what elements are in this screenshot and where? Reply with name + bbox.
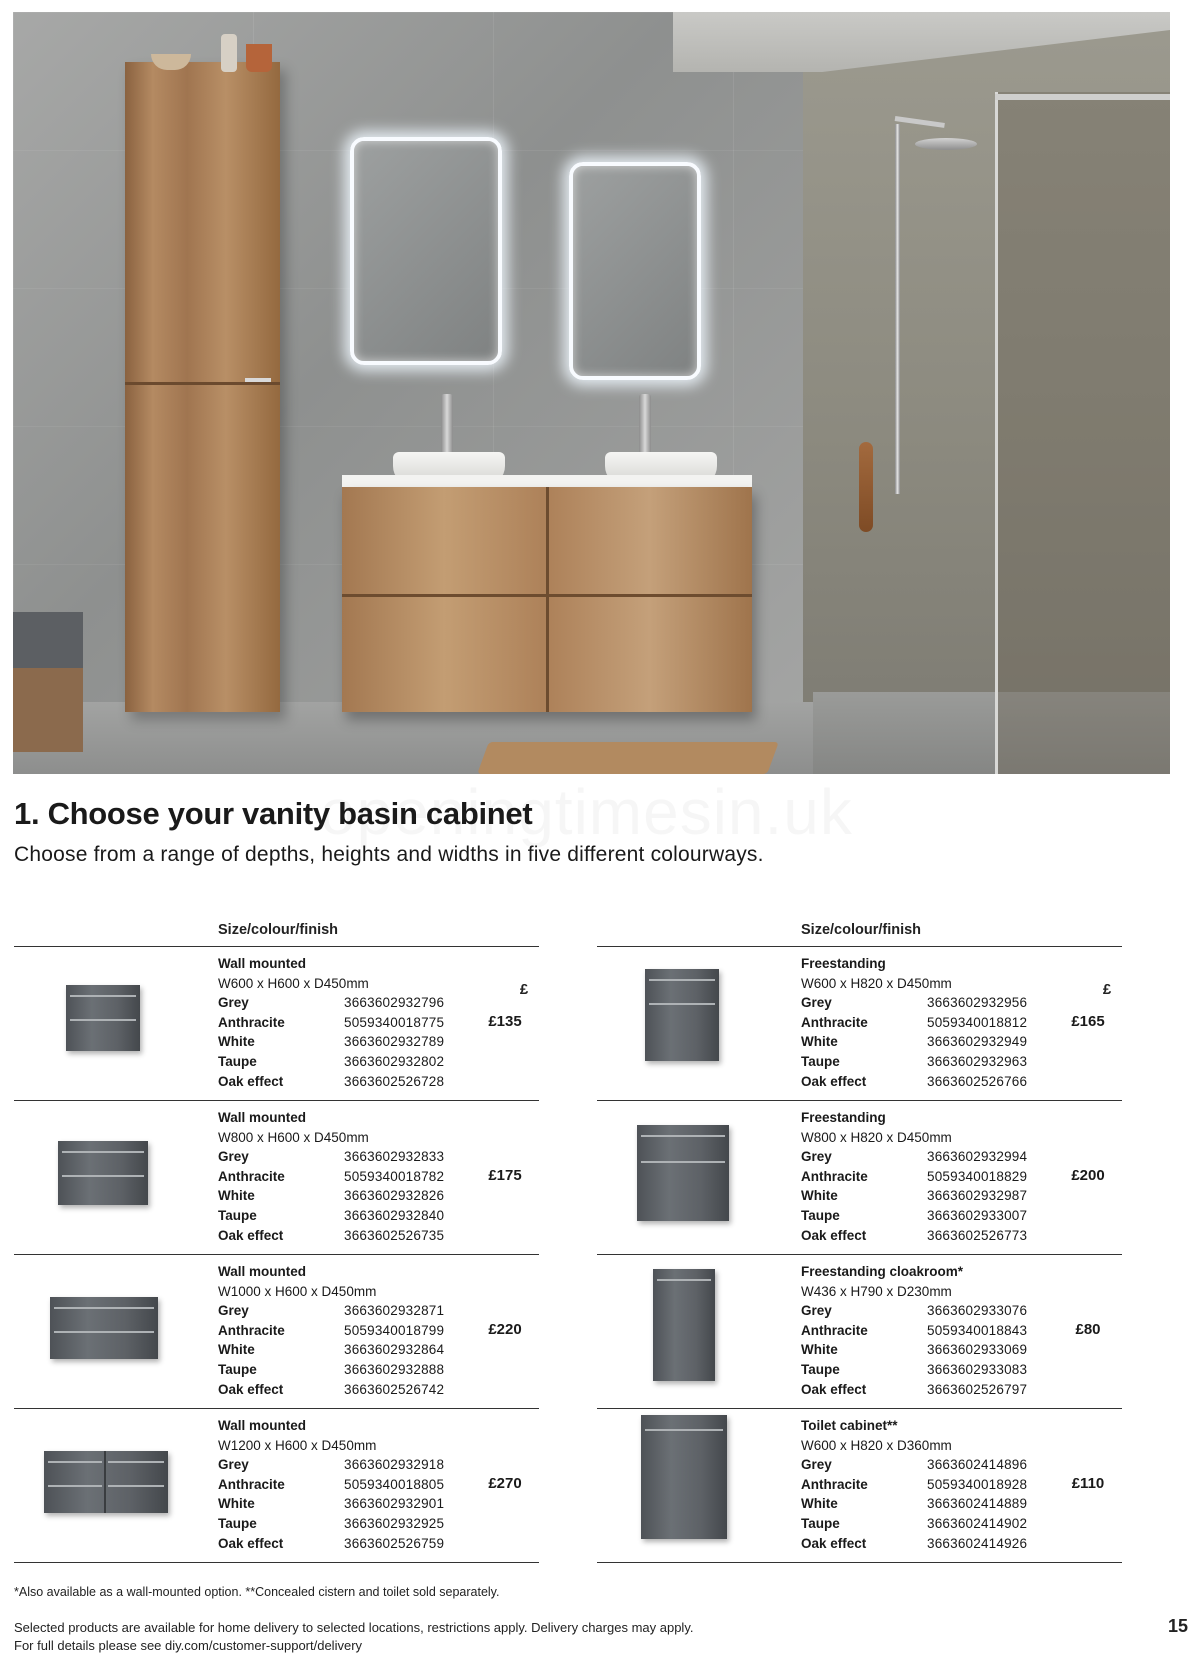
hero-bathroom-photo — [13, 12, 1170, 774]
product-row — [597, 1255, 1122, 1409]
colour-name: Anthracite — [218, 1014, 285, 1030]
colour-option — [801, 1301, 1061, 1321]
colour-option — [218, 993, 478, 1013]
drawer-handle — [54, 1331, 154, 1333]
vanity-divider-vertical — [546, 487, 549, 712]
colour-name: Oak effect — [218, 1073, 284, 1089]
product-dimensions: W600 x H820 x D360mm — [801, 1437, 952, 1453]
colour-option — [218, 1321, 478, 1341]
colour-name: Oak effect — [218, 1381, 284, 1397]
cabinet-image-freestanding-cabinet-w600 — [597, 947, 787, 1100]
product-type: Wall mounted — [218, 1418, 306, 1433]
product-type: Toilet cabinet** — [801, 1418, 898, 1433]
page-number: 15 — [1168, 1616, 1189, 1636]
tall-cabinet-handle — [245, 378, 271, 382]
footnote: *Also available as a wall-mounted option. **Concealed cistern and toilet sold separately. — [14, 1585, 500, 1599]
product-code: 3663602932888 — [344, 1361, 445, 1377]
product-info — [801, 954, 1061, 1091]
colour-option — [801, 1475, 1061, 1495]
freestanding-table — [597, 915, 1122, 1563]
product-code: 5059340018805 — [344, 1476, 445, 1492]
product-row — [14, 1101, 539, 1255]
product-code: 3663602932918 — [344, 1457, 445, 1473]
colour-option — [218, 1514, 478, 1534]
price-column-header: £ — [519, 981, 529, 998]
colour-name: Oak effect — [801, 1227, 867, 1243]
colour-name: Taupe — [801, 1515, 840, 1531]
colour-option — [218, 1147, 478, 1167]
product-code: 3663602932963 — [927, 1053, 1028, 1069]
product-price: £165 — [1071, 1013, 1105, 1030]
bath-brush — [859, 442, 873, 532]
product-type: Wall mounted — [218, 956, 306, 971]
cabinet-body — [637, 1125, 729, 1221]
product-code: 3663602932802 — [344, 1053, 445, 1069]
cabinet-image-toilet-cabinet — [597, 1409, 787, 1562]
drawer-divider — [104, 1451, 106, 1513]
product-type: Wall mounted — [218, 1264, 306, 1279]
product-code: 3663602932925 — [344, 1515, 445, 1531]
colour-option — [801, 993, 1061, 1013]
plant-pot — [246, 44, 272, 72]
product-code: 3663602414889 — [927, 1496, 1028, 1512]
colour-name: White — [218, 1188, 255, 1204]
product-code: 5059340018843 — [927, 1322, 1028, 1338]
colour-option — [218, 1380, 478, 1400]
colour-name: White — [801, 1496, 838, 1512]
product-code: 3663602932833 — [344, 1149, 445, 1165]
product-code: 5059340018812 — [927, 1014, 1028, 1030]
price-column-header: £ — [1102, 981, 1112, 998]
delivery-note: Selected products are available for home delivery to selected locations, restrictions apply. Delivery charges may apply. — [14, 1620, 694, 1635]
colour-option — [218, 1226, 478, 1246]
product-code: 3663602932871 — [344, 1303, 445, 1319]
product-code: 3663602932949 — [927, 1034, 1028, 1050]
drawer-handle — [70, 995, 136, 997]
product-row — [14, 1255, 539, 1409]
colour-option — [801, 1360, 1061, 1380]
colour-option — [218, 1013, 478, 1033]
product-code: 3663602933076 — [927, 1303, 1028, 1319]
colour-option — [801, 1013, 1061, 1033]
product-info — [218, 1108, 478, 1245]
delivery-details: For full details please see diy.com/customer-support/delivery — [14, 1638, 363, 1653]
colour-option — [801, 1186, 1061, 1206]
product-code: 3663602526742 — [344, 1381, 445, 1397]
product-code: 5059340018928 — [927, 1476, 1028, 1492]
drawer-handle — [641, 1161, 725, 1163]
colour-name: Oak effect — [801, 1535, 867, 1551]
colour-option — [218, 1534, 478, 1554]
tall-cabinet-split — [125, 382, 280, 385]
shower-head — [915, 138, 977, 150]
product-code: 3663602414902 — [927, 1515, 1028, 1531]
drawer-handle — [48, 1485, 102, 1487]
product-code: 3663602526728 — [344, 1073, 445, 1089]
cabinet-image-cloakroom-cabinet — [597, 1255, 787, 1408]
colour-name: White — [801, 1034, 838, 1050]
tap-left — [441, 394, 453, 454]
colour-option — [801, 1206, 1061, 1226]
product-code: 5059340018829 — [927, 1168, 1028, 1184]
product-price: £110 — [1071, 1475, 1105, 1492]
product-row — [14, 947, 539, 1101]
colour-option — [218, 1360, 478, 1380]
drawer-handle — [649, 979, 715, 981]
vanity-worktop — [342, 475, 752, 487]
drawer-handle — [641, 1135, 725, 1137]
colour-option — [218, 1167, 478, 1187]
colour-name: Taupe — [218, 1515, 257, 1531]
product-code: 3663602932994 — [927, 1149, 1028, 1165]
colour-option — [218, 1340, 478, 1360]
colour-name: Oak effect — [801, 1381, 867, 1397]
product-code: 3663602933083 — [927, 1361, 1028, 1377]
product-type: Wall mounted — [218, 1110, 306, 1125]
product-code: 3663602932901 — [344, 1496, 445, 1512]
colour-option — [801, 1514, 1061, 1534]
colour-option — [801, 1072, 1061, 1092]
product-price: £175 — [488, 1167, 522, 1184]
colour-option — [218, 1072, 478, 1092]
colour-option — [218, 1206, 478, 1226]
led-mirror-left — [350, 137, 502, 365]
drawer-handle — [657, 1279, 711, 1281]
colour-option — [801, 1340, 1061, 1360]
colour-name: Anthracite — [218, 1476, 285, 1492]
colour-name: White — [218, 1034, 255, 1050]
colour-name: Grey — [218, 1303, 249, 1319]
page-title: 1. Choose your vanity basin cabinet — [14, 796, 533, 831]
product-info — [801, 1108, 1061, 1245]
bath-mat — [477, 742, 779, 774]
product-dimensions: W1200 x H600 x D450mm — [218, 1437, 377, 1453]
product-info — [801, 1262, 1061, 1399]
product-code: 3663602414896 — [927, 1457, 1028, 1473]
colour-option — [218, 1032, 478, 1052]
product-code: 5059340018775 — [344, 1014, 445, 1030]
product-row — [14, 1409, 539, 1563]
product-info — [218, 1262, 478, 1399]
colour-name: Grey — [218, 1457, 249, 1473]
product-info — [801, 1416, 1061, 1553]
product-code: 3663602933069 — [927, 1342, 1028, 1358]
colour-name: Grey — [801, 1457, 832, 1473]
cabinet-body — [641, 1415, 727, 1539]
colour-name: White — [801, 1188, 838, 1204]
glass-shower-screen — [995, 92, 1170, 774]
drawer-handle — [62, 1151, 144, 1153]
drawer-handle — [108, 1485, 164, 1487]
colour-option — [801, 1455, 1061, 1475]
colour-option — [801, 1321, 1061, 1341]
product-dimensions: W800 x H820 x D450mm — [801, 1129, 952, 1145]
colour-option — [801, 1147, 1061, 1167]
product-code: 5059340018782 — [344, 1168, 445, 1184]
product-type: Freestanding cloakroom* — [801, 1264, 964, 1279]
colour-name: Anthracite — [218, 1168, 285, 1184]
colour-name: Oak effect — [218, 1227, 284, 1243]
colour-name: Anthracite — [801, 1168, 868, 1184]
colour-name: Taupe — [801, 1207, 840, 1223]
colour-option — [218, 1052, 478, 1072]
product-row — [597, 1409, 1122, 1563]
colour-name: Taupe — [801, 1361, 840, 1377]
cabinet-image-wall-cabinet-w1200 — [14, 1409, 204, 1562]
colour-option — [801, 1052, 1061, 1072]
drawer-handle — [48, 1461, 102, 1463]
cabinet-body — [645, 969, 719, 1061]
towel-stool — [13, 612, 83, 752]
colour-option — [801, 1226, 1061, 1246]
product-price: £200 — [1071, 1167, 1105, 1184]
product-row — [597, 947, 1122, 1101]
colour-name: Anthracite — [218, 1322, 285, 1338]
cabinet-image-wall-cabinet-w600 — [14, 947, 204, 1100]
colour-name: Anthracite — [801, 1322, 868, 1338]
led-mirror-right — [569, 162, 701, 380]
vanity-divider-horizontal — [342, 594, 752, 597]
colour-name: Taupe — [218, 1361, 257, 1377]
product-code: 3663602526735 — [344, 1227, 445, 1243]
size-column-header: Size/colour/finish — [218, 922, 339, 938]
colour-name: Anthracite — [801, 1476, 868, 1492]
colour-name: Oak effect — [801, 1073, 867, 1089]
colour-name: Anthracite — [801, 1014, 868, 1030]
colour-name: White — [801, 1342, 838, 1358]
product-code: 3663602932864 — [344, 1342, 445, 1358]
colour-name: Grey — [218, 995, 249, 1011]
colour-option — [801, 1534, 1061, 1554]
colour-option — [218, 1494, 478, 1514]
drawer-handle — [649, 1003, 715, 1005]
product-dimensions: W1000 x H600 x D450mm — [218, 1283, 377, 1299]
wall-mounted-table — [14, 915, 539, 1563]
colour-option — [218, 1455, 478, 1475]
product-code: 5059340018799 — [344, 1322, 445, 1338]
product-row — [597, 1101, 1122, 1255]
product-type: Freestanding — [801, 956, 886, 971]
product-price: £220 — [488, 1321, 522, 1338]
product-dimensions: W600 x H600 x D450mm — [218, 975, 369, 991]
drawer-handle — [645, 1429, 723, 1431]
colour-name: White — [218, 1496, 255, 1512]
cabinet-body — [653, 1269, 715, 1381]
colour-option — [801, 1380, 1061, 1400]
colour-option — [801, 1167, 1061, 1187]
tap-right — [639, 394, 651, 454]
product-code: 3663602933007 — [927, 1207, 1028, 1223]
product-price: £135 — [488, 1013, 522, 1030]
product-code: 3663602932826 — [344, 1188, 445, 1204]
product-code: 3663602932987 — [927, 1188, 1028, 1204]
colour-name: Taupe — [218, 1053, 257, 1069]
colour-name: Taupe — [801, 1053, 840, 1069]
colour-option — [218, 1186, 478, 1206]
product-price: £80 — [1075, 1321, 1101, 1338]
cabinet-image-wall-cabinet-w800 — [14, 1101, 204, 1254]
product-code: 3663602526773 — [927, 1227, 1028, 1243]
product-code: 3663602932796 — [344, 995, 445, 1011]
product-code: 3663602932789 — [344, 1034, 445, 1050]
product-code: 3663602414926 — [927, 1535, 1028, 1551]
size-column-header: Size/colour/finish — [801, 922, 922, 938]
product-dimensions: W436 x H790 x D230mm — [801, 1283, 952, 1299]
colour-option — [801, 1494, 1061, 1514]
product-dimensions: W600 x H820 x D450mm — [801, 975, 952, 991]
product-type: Freestanding — [801, 1110, 886, 1125]
tall-oak-cabinet — [125, 62, 280, 712]
cabinet-image-freestanding-cabinet-w800 — [597, 1101, 787, 1254]
product-code: 3663602932840 — [344, 1207, 445, 1223]
colour-option — [218, 1301, 478, 1321]
drawer-handle — [54, 1307, 154, 1309]
colour-name: Grey — [218, 1149, 249, 1165]
product-code: 3663602526759 — [344, 1535, 445, 1551]
colour-name: Grey — [801, 995, 832, 1011]
colour-option — [218, 1475, 478, 1495]
product-code: 3663602932956 — [927, 995, 1028, 1011]
colour-name: Taupe — [218, 1207, 257, 1223]
page-subtitle: Choose from a range of depths, heights and widths in five different colourways. — [14, 843, 764, 866]
drawer-handle — [70, 1019, 136, 1021]
colour-option — [801, 1032, 1061, 1052]
shower-screen-rail — [995, 94, 1170, 100]
colour-name: Grey — [801, 1149, 832, 1165]
drawer-handle — [108, 1461, 164, 1463]
product-code: 3663602526766 — [927, 1073, 1028, 1089]
product-price: £270 — [488, 1475, 522, 1492]
product-info — [218, 1416, 478, 1553]
colour-name: Grey — [801, 1303, 832, 1319]
product-dimensions: W800 x H600 x D450mm — [218, 1129, 369, 1145]
product-info — [218, 954, 478, 1091]
decor-vase — [221, 34, 237, 72]
colour-name: Oak effect — [218, 1535, 284, 1551]
colour-name: White — [218, 1342, 255, 1358]
drawer-handle — [62, 1175, 144, 1177]
product-code: 3663602526797 — [927, 1381, 1028, 1397]
cabinet-image-wall-cabinet-w1000 — [14, 1255, 204, 1408]
shower-riser — [895, 124, 900, 494]
